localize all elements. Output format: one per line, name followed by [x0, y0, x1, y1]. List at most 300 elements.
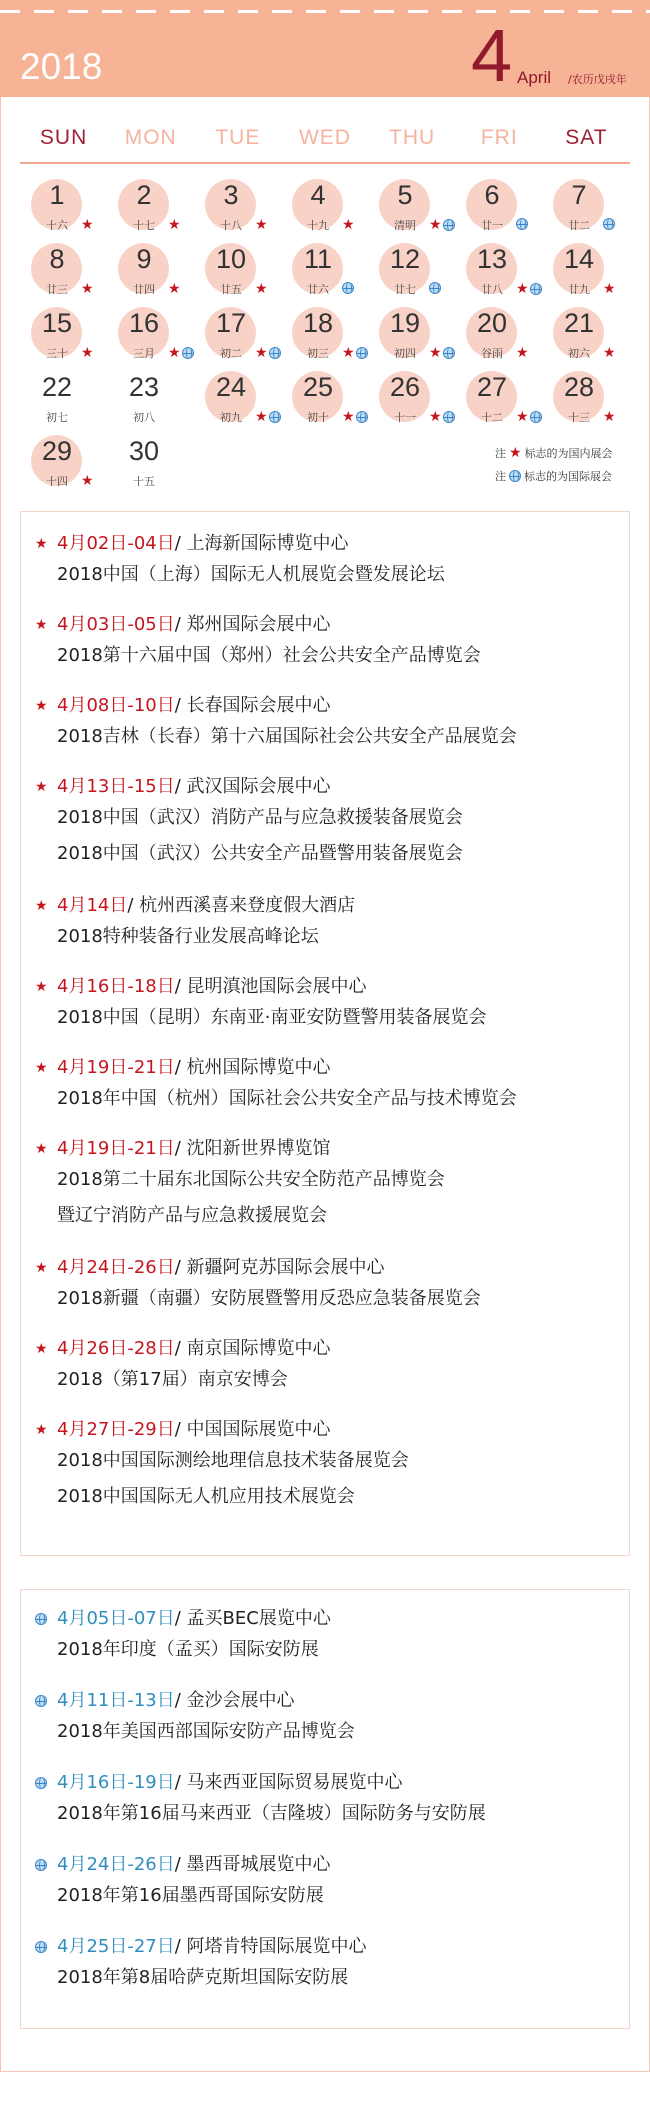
- day-markers: [342, 282, 354, 294]
- calendar-day-cell: [194, 176, 281, 240]
- event-date: 4月05日-07日: [57, 1608, 175, 1629]
- event-venue: / 金沙会展中心: [174, 1690, 295, 1711]
- lunar-date: 初二: [220, 347, 242, 360]
- international-event: [35, 1770, 615, 1832]
- globe-icon: [443, 219, 455, 231]
- globe-icon: [429, 282, 441, 294]
- star-icon: ★: [516, 281, 529, 297]
- lunar-date: 十三: [568, 411, 590, 424]
- event-title: 2018年中国（杭州）国际社会公共安全产品与技术博览会: [57, 1088, 517, 1109]
- event-header-line: [35, 1417, 615, 1443]
- domestic-event: [35, 974, 615, 1036]
- event-date: 4月16日-19日: [57, 1772, 175, 1793]
- day-markers: [516, 410, 542, 424]
- legend-international-text: 标志的为国际展会: [524, 470, 612, 483]
- lunar-date: 三月: [133, 347, 155, 360]
- domestic-event: [35, 531, 615, 593]
- lunar-date: 十七: [133, 219, 155, 232]
- star-icon: ★: [603, 345, 616, 361]
- day-number: 19: [389, 308, 421, 338]
- weekday-tue: TUE: [215, 126, 261, 149]
- legend-domestic-text: 标志的为国内展会: [524, 447, 613, 460]
- lunar-date: 廿七: [394, 283, 416, 296]
- day-markers: [342, 218, 355, 232]
- day-number: 17: [215, 308, 247, 338]
- day-number: 20: [476, 308, 508, 338]
- day-markers: [429, 346, 455, 360]
- event-title: 2018中国国际无人机应用技术展览会: [57, 1486, 355, 1507]
- calendar-day-cell: [194, 304, 281, 368]
- globe-icon: [443, 347, 455, 359]
- globe-icon: [356, 347, 368, 359]
- star-icon: ★: [429, 345, 442, 361]
- event-header-line: [35, 1336, 615, 1362]
- event-title: 2018中国（武汉）公共安全产品暨警用装备展览会: [57, 843, 463, 864]
- event-venue: / 马来西亚国际贸易展览中心: [174, 1772, 403, 1793]
- weekday-header: [20, 118, 630, 164]
- calendar-day-cell: [20, 240, 107, 304]
- star-icon: ★: [35, 1341, 48, 1357]
- lunar-date: 谷雨: [481, 347, 503, 360]
- day-number: 25: [302, 372, 334, 402]
- lunar-year-label: /农历戊戌年: [568, 73, 627, 86]
- event-header-line: [35, 531, 615, 557]
- day-number: 12: [389, 244, 421, 274]
- event-date: 4月03日-05日: [57, 614, 175, 635]
- event-marker: [35, 1423, 57, 1437]
- calendar-day-cell: [107, 432, 194, 496]
- day-number: 21: [563, 308, 595, 338]
- day-markers: [342, 410, 368, 424]
- globe-icon: [35, 1859, 47, 1871]
- day-number: 29: [41, 436, 73, 466]
- event-venue: / 阿塔肯特国际展览中心: [174, 1936, 367, 1957]
- event-header-line: [35, 1852, 615, 1878]
- star-icon: ★: [255, 409, 268, 425]
- lunar-date: 廿六: [307, 283, 329, 296]
- event-header-line: [35, 1688, 615, 1714]
- day-number: 8: [49, 244, 65, 274]
- event-venue: / 沈阳新世界博览馆: [174, 1138, 331, 1159]
- event-marker: [35, 780, 57, 794]
- event-venue: / 新疆阿克苏国际会展中心: [174, 1257, 385, 1278]
- day-number: 23: [128, 372, 160, 402]
- day-markers: [255, 410, 281, 424]
- calendar-day-cell: [455, 240, 542, 304]
- day-number: 11: [303, 244, 333, 274]
- event-title: 2018中国（昆明）东南亚·南亚安防暨警用装备展览会: [57, 1007, 487, 1028]
- star-icon: ★: [516, 409, 529, 425]
- day-number: 28: [563, 372, 595, 402]
- event-header-line: [35, 1934, 615, 1960]
- weekday-fri: FRI: [480, 126, 518, 149]
- event-venue: / 杭州西溪喜来登度假大酒店: [127, 895, 356, 916]
- event-marker: [35, 1142, 57, 1156]
- lunar-date: 初四: [394, 347, 416, 360]
- star-icon: ★: [81, 281, 94, 297]
- event-marker: [35, 1777, 57, 1789]
- event-date: 4月02日-04日: [57, 533, 175, 554]
- event-marker: [35, 699, 57, 713]
- event-venue: / 南京国际博览中心: [174, 1338, 331, 1359]
- day-markers: [81, 346, 94, 360]
- day-markers: [603, 346, 616, 360]
- calendar-day-cell: [107, 240, 194, 304]
- legend-international: [495, 468, 612, 484]
- calendar-day-cell: [542, 176, 629, 240]
- star-icon: ★: [81, 345, 94, 361]
- month-name: April: [517, 68, 552, 87]
- globe-icon: [603, 218, 615, 230]
- event-date: 4月08日-10日: [57, 695, 175, 716]
- star-icon: ★: [342, 409, 355, 425]
- day-markers: [429, 410, 455, 424]
- star-icon: ★: [516, 345, 529, 361]
- event-venue: / 中国国际展览中心: [174, 1419, 331, 1440]
- calendar-day-cell: [368, 368, 455, 432]
- event-date: 4月16日-18日: [57, 976, 175, 997]
- star-icon: ★: [35, 779, 48, 795]
- day-markers: [168, 346, 194, 360]
- weekday-wed: WED: [298, 126, 351, 149]
- day-markers: [516, 218, 528, 230]
- event-marker: [35, 618, 57, 632]
- calendar-day-cell: [20, 176, 107, 240]
- domestic-event: [35, 693, 615, 755]
- calendar-day-cell: [368, 176, 455, 240]
- day-markers: [516, 346, 529, 360]
- dashed-divider: [0, 10, 650, 13]
- day-markers: [255, 218, 268, 232]
- star-icon: ★: [603, 281, 616, 297]
- event-date: 4月25日-27日: [57, 1936, 175, 1957]
- domestic-event: [35, 1136, 615, 1234]
- globe-icon: [269, 411, 281, 423]
- star-icon: ★: [255, 345, 268, 361]
- globe-icon: [530, 283, 542, 295]
- event-title: 2018年第8届哈萨克斯坦国际安防展: [57, 1967, 349, 1988]
- day-markers: [429, 282, 441, 294]
- star-icon: ★: [255, 281, 268, 297]
- month-number: 4: [471, 14, 513, 97]
- event-title: 2018第十六届中国（郑州）社会公共安全产品博览会: [57, 645, 481, 666]
- calendar-day-cell: [281, 240, 368, 304]
- star-icon: ★: [603, 409, 616, 425]
- calendar-day-cell: [368, 240, 455, 304]
- domestic-event: [35, 1336, 615, 1398]
- domestic-event: [35, 893, 615, 955]
- domestic-event: [35, 1055, 615, 1117]
- star-icon: ★: [81, 217, 94, 233]
- domestic-event: [35, 774, 615, 872]
- lunar-date: 十四: [46, 475, 68, 488]
- lunar-date: 十六: [46, 219, 68, 232]
- weekday-sat: SAT: [565, 126, 608, 149]
- event-date: 4月13日-15日: [57, 776, 175, 797]
- day-markers: [603, 218, 615, 230]
- event-header-line: [35, 1136, 615, 1162]
- day-markers: [429, 218, 455, 232]
- day-number: 2: [136, 180, 152, 210]
- event-title: 2018年第16届马来西亚（吉隆坡）国际防务与安防展: [57, 1803, 486, 1824]
- event-title: 2018（第17届）南京安博会: [57, 1369, 288, 1390]
- day-number: 4: [310, 180, 326, 210]
- frame-bottom: [0, 2071, 650, 2072]
- calendar-week-row: [20, 368, 630, 432]
- star-icon: ★: [35, 1060, 48, 1076]
- event-header-line: [35, 893, 615, 919]
- calendar-week-row: [20, 176, 630, 240]
- day-markers: [516, 282, 542, 296]
- legend-domestic: [495, 445, 613, 461]
- star-icon: ★: [81, 473, 94, 489]
- event-marker: [35, 1061, 57, 1075]
- globe-icon: [35, 1613, 47, 1625]
- globe-icon: [35, 1777, 47, 1789]
- day-number: 18: [302, 308, 334, 338]
- domestic-events-panel: [20, 511, 630, 1556]
- event-marker: [35, 1261, 57, 1275]
- globe-icon: [356, 411, 368, 423]
- day-number: 22: [41, 372, 73, 402]
- lunar-date: 初十: [307, 411, 329, 424]
- event-title: 2018中国（上海）国际无人机展览会暨发展论坛: [57, 564, 445, 585]
- event-header-line: [35, 1606, 615, 1632]
- event-marker: [35, 1613, 57, 1625]
- day-markers: [81, 474, 94, 488]
- event-venue: / 郑州国际会展中心: [174, 614, 331, 635]
- lunar-date: 十九: [307, 219, 329, 232]
- calendar-day-cell: [281, 304, 368, 368]
- legend-international-prefix: 注: [495, 470, 506, 483]
- frame-left: [0, 97, 1, 2072]
- lunar-date: 廿三: [46, 283, 68, 296]
- international-events-panel: [20, 1589, 630, 2029]
- event-header-line: [35, 1255, 615, 1281]
- lunar-date: 十五: [133, 475, 155, 488]
- star-icon: ★: [35, 979, 48, 995]
- lunar-date: 廿八: [481, 283, 503, 296]
- event-title: 2018吉林（长春）第十六届国际社会公共安全产品展览会: [57, 726, 517, 747]
- domestic-event: [35, 612, 615, 674]
- calendar-week-row: [20, 240, 630, 304]
- lunar-date: 初九: [220, 411, 242, 424]
- event-venue: / 昆明滇池国际会展中心: [174, 976, 367, 997]
- event-title: 2018年美国西部国际安防产品博览会: [57, 1721, 355, 1742]
- weekday-sun: SUN: [39, 126, 88, 149]
- day-number: 30: [128, 436, 160, 466]
- international-event: [35, 1606, 615, 1668]
- star-icon: ★: [168, 345, 181, 361]
- star-icon: ★: [35, 698, 48, 714]
- day-number: 15: [41, 308, 73, 338]
- event-header-line: [35, 693, 615, 719]
- lunar-date: 初八: [133, 411, 155, 424]
- calendar-day-cell: [107, 368, 194, 432]
- domestic-event: [35, 1417, 615, 1515]
- globe-icon: [182, 347, 194, 359]
- event-title: 2018第二十届东北国际公共安全防范产品博览会: [57, 1169, 445, 1190]
- globe-icon: [269, 347, 281, 359]
- day-number: 27: [476, 372, 508, 402]
- calendar-day-cell: [20, 304, 107, 368]
- event-title: 2018新疆（南疆）安防展暨警用反恐应急装备展览会: [57, 1288, 481, 1309]
- star-icon: ★: [168, 217, 181, 233]
- event-header-line: [35, 1055, 615, 1081]
- day-markers: [342, 346, 368, 360]
- event-venue: / 武汉国际会展中心: [174, 776, 331, 797]
- calendar-day-cell: [542, 304, 629, 368]
- day-markers: [81, 218, 94, 232]
- globe-icon: [35, 1941, 47, 1953]
- calendar-week-row: [20, 432, 630, 496]
- lunar-date: 十二: [481, 411, 503, 424]
- weekday-mon: MON: [124, 126, 177, 149]
- calendar-day-cell: [455, 176, 542, 240]
- day-number: 26: [389, 372, 421, 402]
- calendar-day-cell: [194, 368, 281, 432]
- event-marker: [35, 1941, 57, 1953]
- globe-icon: [530, 411, 542, 423]
- event-header-line: [35, 774, 615, 800]
- event-date: 4月26日-28日: [57, 1338, 175, 1359]
- lunar-date: 十一: [394, 411, 416, 424]
- year-label: 2018: [20, 46, 103, 87]
- event-venue: / 孟买BEC展览中心: [174, 1608, 331, 1629]
- calendar-day-cell: [281, 368, 368, 432]
- lunar-date: 三十: [46, 347, 68, 360]
- month-header: [0, 0, 650, 97]
- lunar-date: 廿二: [568, 219, 590, 232]
- international-event: [35, 1934, 615, 1996]
- event-date: 4月24日-26日: [57, 1257, 175, 1278]
- day-markers: [168, 282, 181, 296]
- calendar-week-row: [20, 304, 630, 368]
- star-icon: ★: [255, 217, 268, 233]
- lunar-date: 廿四: [133, 283, 155, 296]
- star-icon: ★: [342, 345, 355, 361]
- star-icon: ★: [35, 536, 48, 552]
- calendar-day-cell: [368, 304, 455, 368]
- day-number: 13: [476, 244, 508, 274]
- event-title: 暨辽宁消防产品与应急救援展览会: [57, 1205, 327, 1226]
- day-number: 10: [215, 244, 247, 274]
- event-marker: [35, 1342, 57, 1356]
- star-icon: ★: [429, 217, 442, 233]
- day-number: 1: [49, 180, 65, 210]
- lunar-date: 廿九: [568, 283, 590, 296]
- globe-icon: [342, 282, 354, 294]
- globe-icon: [35, 1695, 47, 1707]
- weekday-thu: THU: [389, 126, 436, 149]
- calendar-day-cell: [542, 240, 629, 304]
- event-title: 2018中国（武汉）消防产品与应急救援装备展览会: [57, 807, 463, 828]
- day-markers: [168, 218, 181, 232]
- event-title: 2018年第16届墨西哥国际安防展: [57, 1885, 324, 1906]
- day-number: 6: [484, 180, 500, 210]
- star-icon: ★: [35, 1422, 48, 1438]
- star-icon: ★: [429, 409, 442, 425]
- event-marker: [35, 899, 57, 913]
- calendar-day-cell: [194, 240, 281, 304]
- day-markers: [255, 346, 281, 360]
- calendar-day-cell: [107, 304, 194, 368]
- star-icon: ★: [509, 445, 522, 461]
- calendar-day-cell: [20, 368, 107, 432]
- lunar-date: 初六: [568, 347, 590, 360]
- legend-domestic-prefix: 注: [495, 447, 506, 460]
- star-icon: ★: [35, 1141, 48, 1157]
- event-marker: [35, 537, 57, 551]
- day-markers: [603, 410, 616, 424]
- event-header-line: [35, 612, 615, 638]
- star-icon: ★: [35, 898, 48, 914]
- event-date: 4月27日-29日: [57, 1419, 175, 1440]
- star-icon: ★: [35, 617, 48, 633]
- event-date: 4月19日-21日: [57, 1138, 175, 1159]
- event-title: 2018中国国际测绘地理信息技术装备展览会: [57, 1450, 409, 1471]
- event-date: 4月19日-21日: [57, 1057, 175, 1078]
- day-markers: [81, 282, 94, 296]
- day-number: 9: [136, 244, 152, 274]
- calendar-day-cell: [455, 368, 542, 432]
- lunar-date: 初三: [307, 347, 329, 360]
- calendar-day-cell: [20, 432, 107, 496]
- event-header-line: [35, 974, 615, 1000]
- event-date: 4月14日: [57, 895, 128, 916]
- international-event: [35, 1852, 615, 1914]
- globe-icon: [516, 218, 528, 230]
- event-venue: / 上海新国际博览中心: [174, 533, 349, 554]
- day-number: 14: [563, 244, 595, 274]
- event-marker: [35, 1695, 57, 1707]
- day-number: 5: [397, 180, 413, 210]
- calendar-day-cell: [107, 176, 194, 240]
- globe-icon: [509, 470, 521, 482]
- event-title: 2018特种装备行业发展高峰论坛: [57, 926, 319, 947]
- event-header-line: [35, 1770, 615, 1796]
- day-number: 16: [128, 308, 160, 338]
- lunar-date: 廿一: [481, 219, 503, 232]
- star-icon: ★: [35, 1260, 48, 1276]
- domestic-event: [35, 1255, 615, 1317]
- star-icon: ★: [168, 281, 181, 297]
- day-number: 24: [215, 372, 247, 402]
- event-venue: / 墨西哥城展览中心: [174, 1854, 331, 1875]
- event-date: 4月11日-13日: [57, 1690, 175, 1711]
- lunar-date: 清明: [394, 219, 416, 232]
- calendar-day-cell: [281, 176, 368, 240]
- event-venue: / 杭州国际博览中心: [174, 1057, 331, 1078]
- day-markers: [603, 282, 616, 296]
- event-venue: / 长春国际会展中心: [174, 695, 331, 716]
- day-markers: [255, 282, 268, 296]
- event-marker: [35, 980, 57, 994]
- day-number: 7: [571, 180, 587, 210]
- event-date: 4月24日-26日: [57, 1854, 175, 1875]
- calendar-day-cell: [455, 304, 542, 368]
- event-marker: [35, 1859, 57, 1871]
- star-icon: ★: [342, 217, 355, 233]
- lunar-date: 十八: [220, 219, 242, 232]
- international-event: [35, 1688, 615, 1750]
- globe-icon: [443, 411, 455, 423]
- lunar-date: 廿五: [220, 283, 242, 296]
- calendar-day-cell: [542, 368, 629, 432]
- lunar-date: 初七: [46, 411, 68, 424]
- day-number: 3: [223, 180, 239, 210]
- event-title: 2018年印度（孟买）国际安防展: [57, 1639, 319, 1660]
